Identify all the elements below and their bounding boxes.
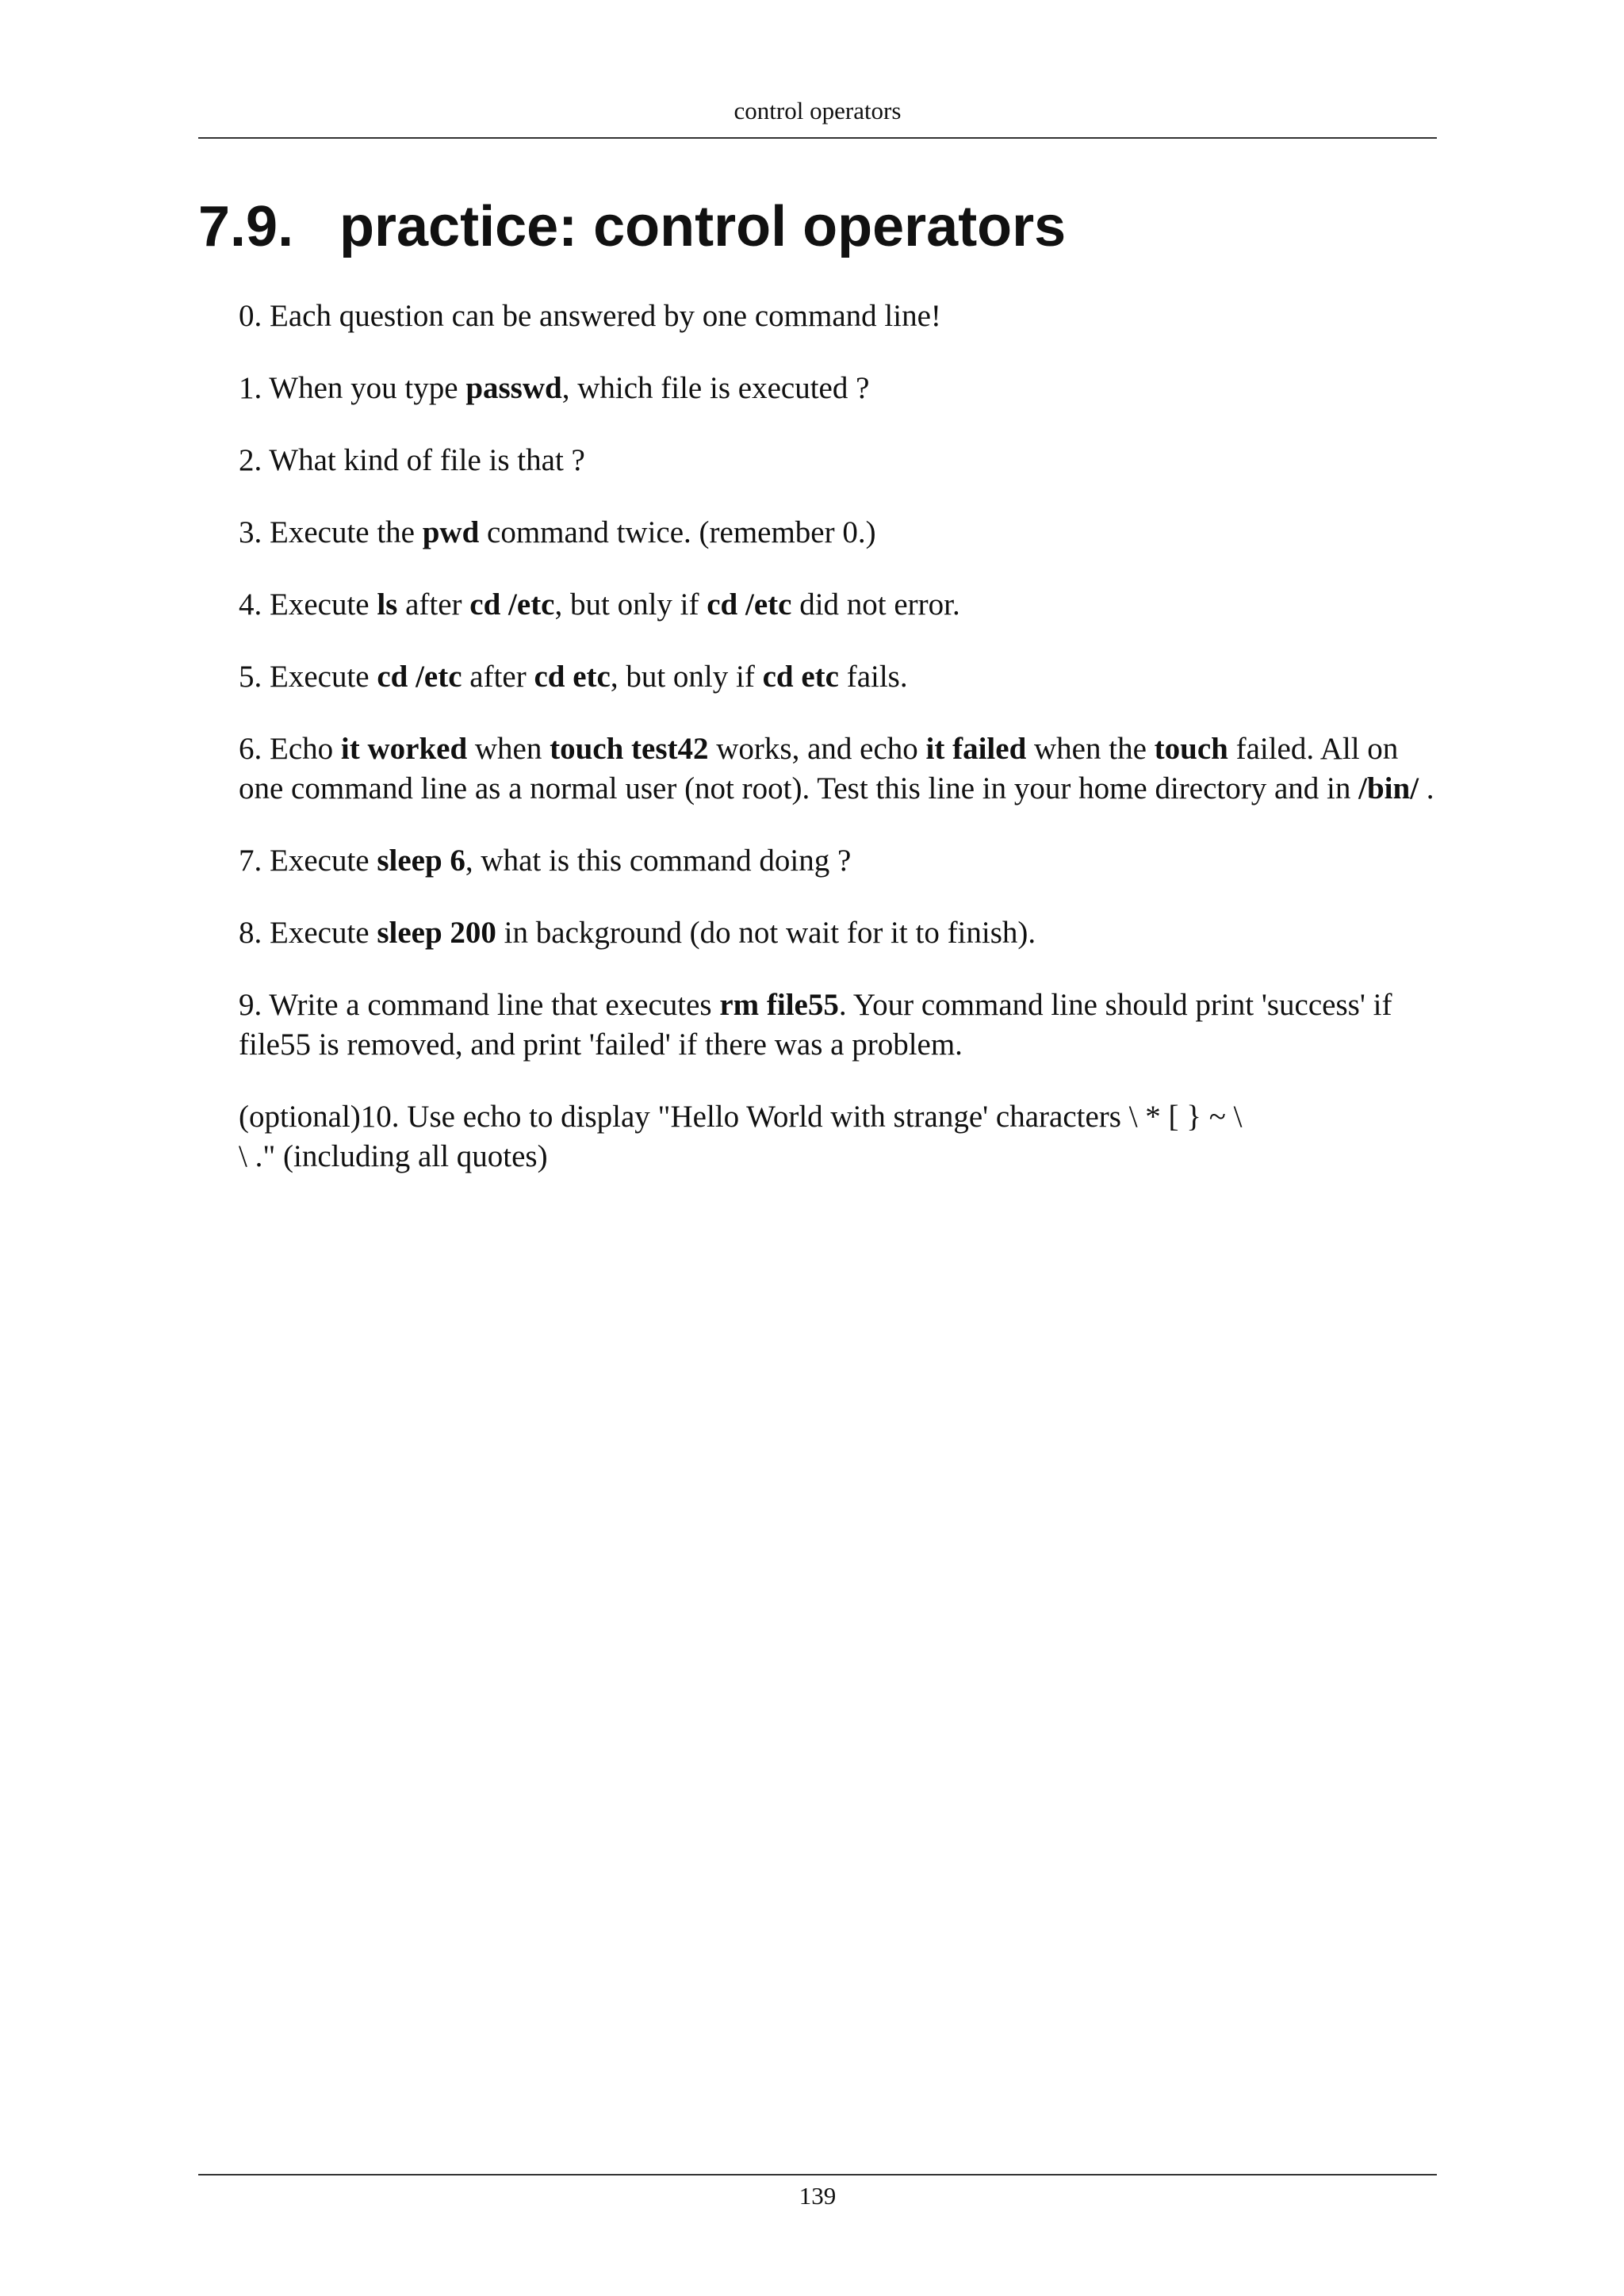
exercise-item [239, 729, 1444, 809]
section-number: 7.9. [198, 195, 294, 258]
exercise-item [239, 913, 1444, 953]
exercise-text: . [1419, 771, 1434, 806]
command-text: /bin/ [1358, 771, 1419, 806]
command-text: cd /etc [469, 587, 555, 622]
exercise-text: 5. Execute [239, 660, 377, 694]
command-text: it failed [925, 732, 1027, 766]
command-text: rm file55 [719, 988, 839, 1022]
exercise-text: 3. Execute the [239, 515, 423, 549]
section-heading [198, 187, 1066, 266]
section-title: practice: control operators [339, 195, 1067, 258]
command-text: touch test42 [550, 732, 709, 766]
running-header: control operators [733, 97, 902, 124]
exercise-text: 7. Execute [239, 844, 377, 878]
command-text: cd etc [762, 660, 839, 694]
exercise-text: command twice. (remember 0.) [479, 515, 876, 549]
exercise-text: 4. Execute [239, 587, 377, 622]
exercise-text: when the [1026, 732, 1155, 766]
exercise-item [239, 1097, 1444, 1177]
exercise-text: in background (do not wait for it to finish). [496, 916, 1036, 950]
command-text: passwd [465, 371, 562, 405]
exercise-text: when [467, 732, 550, 766]
exercise-text: , but only if [554, 587, 707, 622]
exercise-text: 0. Each question can be answered by one command line! [239, 299, 941, 333]
exercise-text: failed. All on one command line as a normal user (not root). Test this line in your home directory and in [239, 732, 1399, 806]
exercise-text: \ ." (including all quotes) [239, 1139, 548, 1173]
exercise-text: 2. What kind of file is that ? [239, 443, 585, 477]
exercise-item [239, 985, 1444, 1065]
command-text: cd etc [534, 660, 611, 694]
command-text: sleep 200 [377, 916, 496, 950]
exercise-text: did not error. [791, 587, 960, 622]
exercise-item [239, 585, 1444, 625]
exercise-item [239, 369, 1444, 408]
command-text: touch [1154, 732, 1228, 766]
exercise-item [239, 513, 1444, 553]
exercise-text: 6. Echo [239, 732, 341, 766]
exercise-text: , which file is executed ? [561, 371, 870, 405]
exercise-text: after [397, 587, 470, 622]
exercise-item [239, 657, 1444, 697]
exercise-text: (optional)10. Use echo to display "Hello World with strange' characters \ * [ } ~ \ [239, 1100, 1243, 1134]
exercise-text: , but only if [610, 660, 763, 694]
exercise-list [239, 297, 1444, 1209]
exercise-text: 9. Write a command line that executes [239, 988, 720, 1022]
command-text: pwd [422, 515, 480, 549]
exercise-item [239, 841, 1444, 881]
exercise-text: fails. [838, 660, 908, 694]
exercise-text: works, and echo [708, 732, 926, 766]
command-text: cd /etc [377, 660, 462, 694]
exercise-text: . Your command line should print 'success' if file55 is removed, and print 'failed' if there was a problem. [239, 988, 1392, 1062]
footer-divider [198, 2174, 1437, 2175]
command-text: ls [377, 587, 398, 622]
exercise-text: , what is this command doing ? [465, 844, 852, 878]
header-divider [198, 137, 1437, 139]
exercise-text: 1. When you type [239, 371, 466, 405]
command-text: cd /etc [707, 587, 792, 622]
exercise-item [239, 441, 1444, 480]
page-number: 139 [799, 2182, 837, 2210]
exercise-text: 8. Execute [239, 916, 377, 950]
exercise-text: after [462, 660, 534, 694]
exercise-item [239, 297, 1444, 336]
command-text: sleep 6 [377, 844, 465, 878]
command-text: it worked [340, 732, 468, 766]
